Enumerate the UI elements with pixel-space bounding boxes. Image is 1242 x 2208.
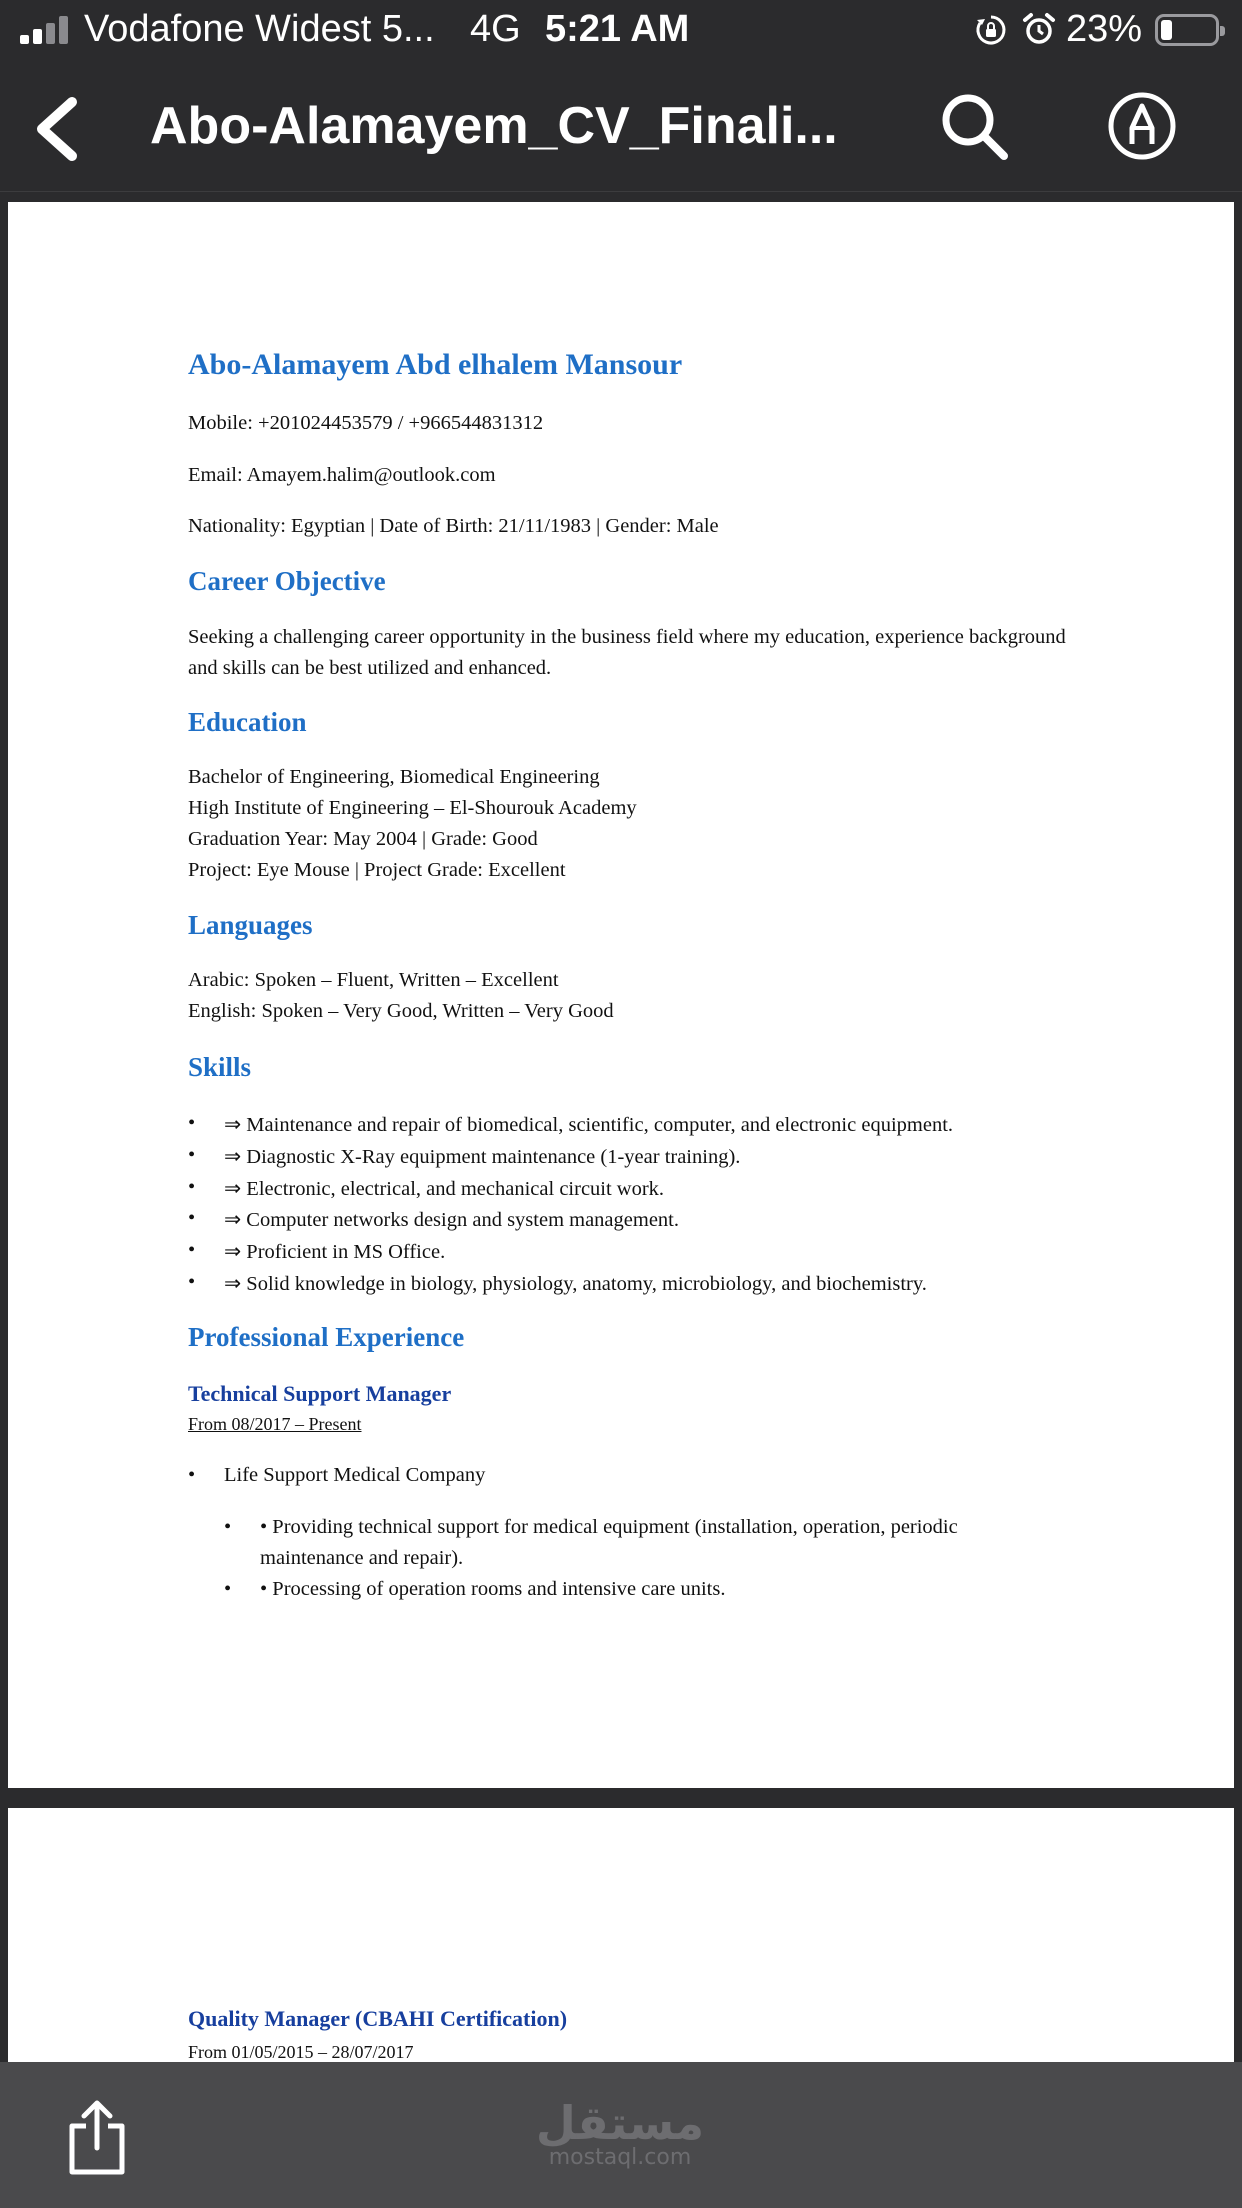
skill-item: ⇒ Diagnostic X-Ray equipment maintenance (1-year training). (224, 1146, 741, 1168)
section-heading-languages: Languages (188, 910, 313, 940)
section-heading-career-objective: Career Objective (188, 566, 386, 596)
education-line: Graduation Year: May 2004 | Grade: Good (188, 828, 538, 850)
education-line: Project: Eye Mouse | Project Grade: Excellent (188, 859, 566, 881)
list-bullet: • (224, 1578, 232, 1600)
list-bullet: • (188, 1144, 196, 1166)
watermark-logo (530, 2096, 710, 2170)
skill-item: ⇒ Computer networks design and system management. (224, 1209, 679, 1231)
section-heading-skills: Skills (188, 1052, 252, 1082)
list-bullet: • (188, 1271, 196, 1293)
list-bullet: • (188, 1239, 196, 1261)
section-heading-education: Education (188, 707, 307, 737)
status-bar (0, 0, 1242, 62)
education-line: Bachelor of Engineering, Biomedical Engineering (188, 766, 600, 788)
document-title: Abo-Alamayem_CV_Finali... (150, 97, 838, 155)
skill-item: ⇒ Electronic, electrical, and mechanical circuit work. (224, 1178, 665, 1200)
carrier-name: Vodafone Widest 5... (84, 8, 435, 50)
document-page-1[interactable] (8, 202, 1234, 1788)
skill-item: ⇒ Solid knowledge in biology, physiology, anatomy, microbiology, and biochemistry. (224, 1273, 927, 1295)
career-objective-text: Seeking a challenging career opportunity in the business field where my education, experience background and skills can be best utilized and enhanced. (188, 626, 1066, 679)
markup-pen-icon[interactable] (1106, 90, 1178, 162)
job-title: Quality Manager (CBAHI Certification) (188, 2006, 568, 2031)
rotation-lock-icon (975, 14, 1007, 46)
battery-icon (1155, 14, 1219, 46)
job-dates: From 01/05/2015 – 28/07/2017 (188, 2042, 414, 2062)
language-line: Arabic: Spoken – Fluent, Written – Excellent (188, 969, 559, 991)
list-bullet: • (188, 1464, 196, 1486)
job-title: Technical Support Manager (188, 1381, 452, 1406)
signal-icon (20, 16, 68, 44)
cv-personal-info: Nationality: Egyptian | Date of Birth: 21/11/1983 | Gender: Male (188, 515, 719, 537)
list-bullet: • (188, 1176, 196, 1198)
search-icon[interactable] (938, 90, 1010, 162)
duty-item-continuation: maintenance and repair). (260, 1547, 464, 1569)
list-bullet: • (188, 1112, 196, 1134)
watermark-latin: mostaql.com (548, 2145, 692, 2170)
battery-percent: 23% (1066, 8, 1143, 50)
share-icon[interactable] (62, 2098, 132, 2178)
language-line: English: Spoken – Very Good, Written – Very Good (188, 1000, 614, 1022)
duty-item: • Processing of operation rooms and intensive care units. (260, 1578, 726, 1600)
company-name: Life Support Medical Company (224, 1464, 486, 1486)
watermark-arabic: مستقل (535, 2096, 705, 2150)
document-page-2[interactable] (8, 1808, 1234, 2068)
duty-item: • Providing technical support for medical equipment (installation, operation, periodic (260, 1516, 958, 1538)
cv-mobile: Mobile: +201024453579 / +966544831312 (188, 412, 544, 434)
list-bullet: • (224, 1516, 232, 1538)
cv-email: Email: Amayem.halim@outlook.com (188, 464, 496, 486)
network-type: 4G (470, 8, 521, 50)
list-bullet: • (188, 1207, 196, 1229)
alarm-icon (1022, 12, 1056, 46)
job-dates: From 08/2017 – Present (188, 1414, 362, 1434)
skill-item: ⇒ Proficient in MS Office. (224, 1241, 446, 1263)
section-heading-professional-experience: Professional Experience (188, 1322, 465, 1352)
nav-bar (0, 62, 1242, 192)
education-line: High Institute of Engineering – El-Shourouk Academy (188, 797, 637, 819)
skill-item: ⇒ Maintenance and repair of biomedical, scientific, computer, and electronic equipment. (224, 1114, 954, 1136)
cv-name: Abo-Alamayem Abd elhalem Mansour (188, 348, 683, 381)
bottom-toolbar (0, 2062, 1242, 2208)
back-chevron-icon[interactable] (30, 94, 90, 164)
clock: 5:21 AM (545, 8, 690, 50)
